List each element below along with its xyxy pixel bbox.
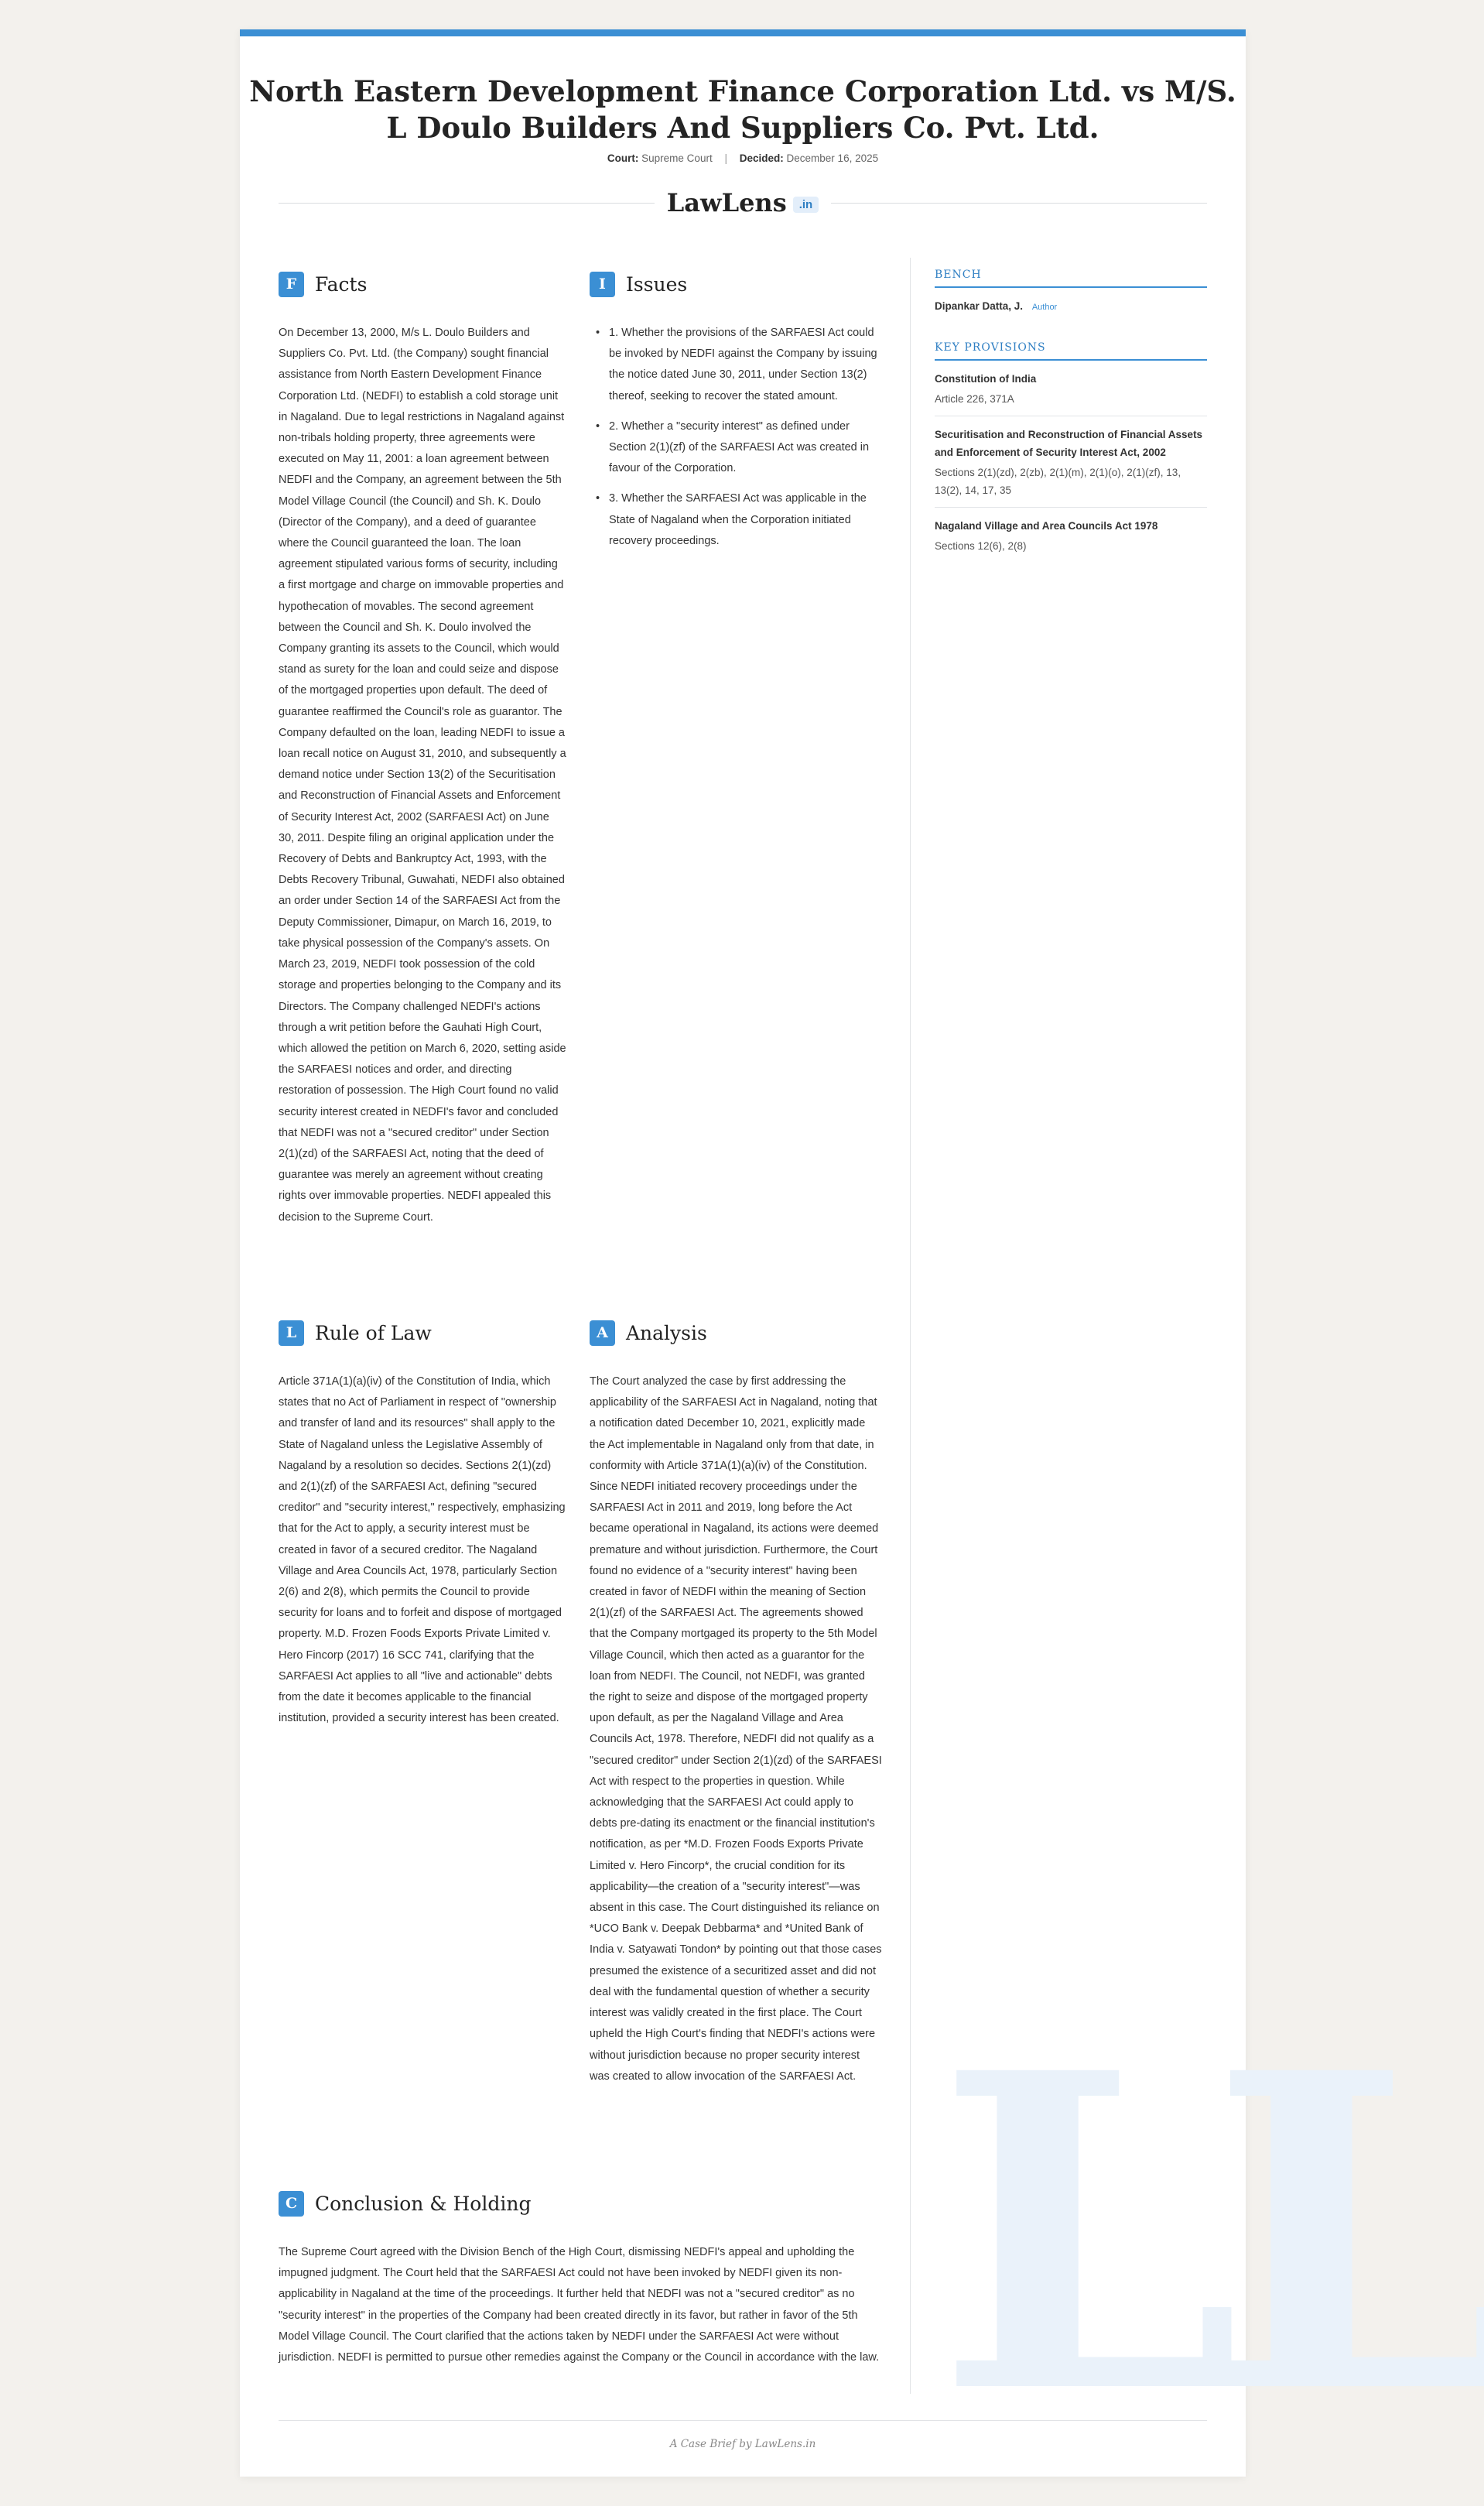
- brand-logo[interactable]: [655, 188, 831, 217]
- footer-divider: [279, 2420, 1207, 2421]
- issue-item: • 3. Whether the SARFAESI Act was applicable in the State of Nagaland when the Corporation initiated recovery proceedings.: [590, 488, 882, 552]
- rule-badge: L: [279, 1320, 304, 1346]
- provisions-heading: KEY PROVISIONS: [935, 341, 1207, 361]
- analysis-text: The Court analyzed the case by first addressing the applicability of the SARFAESI Act in Nagaland, noting that a notification dated December 10, 2021, explicitly made the Act implementable in Nagaland only from that date, in conformity with Article 371A(1)(a)(iv) of the Constitution. Since NEDFI initiated recovery proceedings under the SARFAESI Act in 2011 and 2019, long before the Act became operational in Nagaland, its actions were deemed premature and without jurisdiction. Furthermore, the Court found no evidence of a "security interest" having been created in favor of NEDFI within the meaning of Section 2(1)(zf) of the SARFAESI Act. The agreements showed that the Company mortgaged its property to the 5th Model Village Council, which then acted as a guarantor for the loan from NEDFI. The Council, not NEDFI, was granted the right to seize and dispose of the mortgaged property upon default, as per the Nagaland Village and Area Councils Act, 1978. Therefore, NEDFI did not qualify as a "secured creditor" under Section 2(1)(zd) of the SARFAESI Act with respect to the properties in question. While acknowledging that the SARFAESI Act could apply to debts pre-dating its enactment or the financial institution's notification, as per *M.D. Frozen Foods Exports Private Limited v. Hero Fincorp*, the crucial condition for its applicability—the creation of a "security interest"—was absent in this case. The Court distinguished its reliance on *UCO Bank v. Deepak Debbarma* and *United Bank of India v. Satyawati Tondon* by pointing out that those cases presumed the existence of a securitized asset and did not deal with the fundamental question of whether a security interest was validly created in the first place. The Court upheld the High Court's finding that NEDFI's actions were without jurisdiction because no proper security interest was created to allow invocation of the SARFAESI Act.: [590, 1375, 882, 2083]
- rule-header: [279, 1319, 566, 1347]
- brand-name: LawLens: [666, 188, 787, 217]
- judge-name: Dipankar Datta, J.: [935, 300, 1024, 312]
- judge-role-tag: Author: [1031, 303, 1058, 312]
- issues-list: [590, 323, 882, 552]
- provision-name: Constitution of India: [935, 373, 1037, 385]
- provisions-list: [935, 361, 1207, 563]
- column-divider: [910, 258, 911, 2394]
- rule-of-law-section: [279, 1319, 566, 1729]
- facts-title: Facts: [315, 272, 368, 296]
- conclusion-title: Conclusion & Holding: [315, 2192, 532, 2215]
- issues-section: [590, 270, 882, 561]
- issue-item: • 2. Whether a "security interest" as defined under Section 2(1)(zf) of the SARFAESI Act was created in favour of the Corporation.: [590, 416, 882, 480]
- provision-sections: Sections 12(6), 2(8): [935, 540, 1027, 552]
- conclusion-header: [279, 2189, 882, 2217]
- brand: [240, 188, 1246, 217]
- provision-sections: Article 226, 371A: [935, 393, 1014, 405]
- rule-text: Article 371A(1)(a)(iv) of the Constitution of India, which states that no Act of Parliament in respect of "ownership and transfer of land and its resources" shall apply to the State of Nagaland unless the Legislative Assembly of Nagaland by a resolution so decides. Sections 2(1)(zd) and 2(1)(zf) of the SARFAESI Act, defining "secured creditor" and "security interest," respectively, emphasizing that for the Act to apply, a security interest must be created in favor of a secured creditor. The Nagaland Village and Area Councils Act, 1978, particularly Section 2(6) and 2(8), which permits the Council to provide security for loans and to forfeit and dispose of mortgaged property. M.D. Frozen Foods Exports Private Limited v. Hero Fincorp (2017) 16 SCC 741, clarifying that the SARFAESI Act applies to all "live and actionable" debts from the date it becomes applicable to the financial institution, provided a security interest has been created.: [279, 1375, 566, 1725]
- issue-item: • 1. Whether the provisions of the SARFAESI Act could be invoked by NEDFI against the Company by issuing the notice dated June 30, 2011, under Section 13(2) thereof, seeking to recover the stated amount.: [590, 323, 882, 407]
- issues-header: [590, 270, 882, 298]
- provision-name: Securitisation and Reconstruction of Financial Assets and Enforcement of Security Interest Act, 2002: [935, 429, 1203, 458]
- provision-name: Nagaland Village and Area Councils Act 1978: [935, 520, 1158, 532]
- footer-credit: A Case Brief by LawLens.in: [669, 2438, 816, 2450]
- rule-title: Rule of Law: [315, 1321, 432, 1344]
- analysis-badge: A: [590, 1320, 615, 1346]
- brand-tld-badge: .in: [793, 197, 819, 213]
- case-meta: [240, 152, 1246, 164]
- meta-separator: |: [724, 152, 727, 164]
- issues-badge: I: [590, 272, 615, 297]
- decided-label: Decided:: [739, 152, 784, 164]
- decided-value: December 16, 2025: [786, 152, 879, 164]
- issues-title: Issues: [626, 272, 688, 296]
- facts-text: On December 13, 2000, M/s L. Doulo Builders and Suppliers Co. Pvt. Ltd. (the Company) sought financial assistance from North Eastern Development Finance Corporation Ltd. (NEDFI) to establish a cold storage unit in Nagaland. Due to legal restrictions in Nagaland against non-tribals holding property, three agreements were executed on May 11, 2001: a loan agreement between NEDFI and the Company, an agreement between the 5th Model Village Council (the Council) and Sh. K. Doulo (Director of the Company), and a deed of guarantee where the Council guaranteed the loan. The loan agreement stipulated various forms of security, including a first mortgage and charge on immovable properties and hypothecation of movables. The second agreement between the Council and Sh. K. Doulo involved the Company granting its assets to the Council, which would stand as surety for the loan and could seize and dispose of the mortgaged properties upon default. The deed of guarantee reaffirmed the Council's role as guarantor. The Company defaulted on the loan, leading NEDFI to issue a loan recall notice on August 31, 2010, and subsequently a demand notice under Section 13(2) of the Securitisation and Reconstruction of Financial Assets and Enforcement of Security Interest Act, 2002 (SARFAESI Act) on June 30, 2011. Despite filing an original application under the Recovery of Debts and Bankruptcy Act, 1993, with the Debts Recovery Tribunal, Guwahati, NEDFI also obtained an order under Section 14 of the SARFAESI Act from the Deputy Commissioner, Dimapur, on March 16, 2019, to take physical possession of the Company's assets. On March 23, 2019, NEDFI took possession of the cold storage and properties belonging to the Company and its Directors. The Company challenged NEDFI's actions through a writ petition before the Gauhati High Court, which allowed the petition on March 6, 2020, setting aside the SARFAESI notices and order, and directing restoration of possession. The High Court found no valid security interest created in NEDFI's favor and concluded that NEDFI was not a "secured creditor" under Section 2(1)(zd) of the SARFAESI Act, noting that the deed of guarantee was merely an agreement without creating rights over immovable properties. NEDFI appealed this decision to the Supreme Court.: [279, 327, 566, 1224]
- analysis-title: Analysis: [626, 1321, 707, 1344]
- page-title: North Eastern Development Finance Corporation Ltd. vs M/S. L Doulo Builders And Suppliers Co. Pvt. Ltd.: [249, 74, 1236, 145]
- conclusion-section: [279, 2189, 882, 2368]
- analysis-header: [590, 1319, 882, 1347]
- bench-heading: BENCH: [935, 269, 1207, 288]
- facts-section: [279, 270, 566, 1228]
- case-brief-card: [240, 29, 1484, 2489]
- court-value: Supreme Court: [641, 152, 713, 164]
- conclusion-text: The Supreme Court agreed with the Division Bench of the High Court, dismissing NEDFI's appeal and upholding the impugned judgment. The Court held that the SARFAESI Act could not have been invoked by NEDFI given its non-applicability in Nagaland at the time of the proceedings. It further held that NEDFI was not a "secured creditor" as no "security interest" in the properties of the Company had been created directly in its favor, but rather in favor of the 5th Model Village Council. The Court clarified that the actions taken by NEDFI under the SARFAESI Act were without jurisdiction. NEDFI is permitted to pursue other remedies against the Company or the Council in accordance with the law.: [279, 2246, 880, 2364]
- provision-item: [935, 416, 1207, 508]
- provision-item: [935, 361, 1207, 416]
- analysis-section: [590, 1319, 882, 2087]
- watermark-logo: LL: [936, 1980, 1484, 2489]
- provision-sections: Sections 2(1)(zd), 2(zb), 2(1)(m), 2(1)(o), 2(1)(zf), 13, 13(2), 14, 17, 35: [935, 467, 1181, 496]
- facts-header: [279, 270, 566, 298]
- sidebar: [935, 269, 1207, 563]
- bench-judge: [935, 300, 1207, 312]
- conclusion-badge: C: [279, 2191, 304, 2217]
- court-label: Court:: [607, 152, 639, 164]
- facts-badge: F: [279, 272, 304, 297]
- provision-item: [935, 508, 1207, 563]
